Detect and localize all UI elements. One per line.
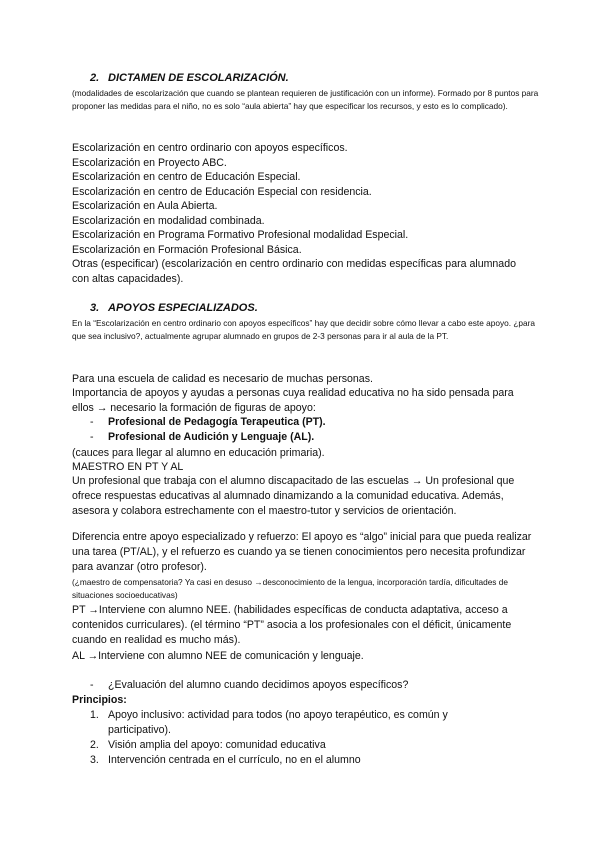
role-item-pt [90,416,326,428]
paragraph: AL →Interviene con alumno NEE de comunicación y lenguaje. [72,650,364,662]
section-3-title: APOYOS ESPECIALIZADOS. [108,302,258,314]
paragraph: MAESTRO EN PT Y AL [72,461,184,473]
dash-mark: - [90,416,94,428]
paragraph: Para una escuela de calidad es necesario de muchas personas. [72,373,373,385]
dash-mark: - [90,431,94,443]
question-text: ¿Evaluación del alumno cuando decidimos apoyos específicos? [108,679,409,691]
list-number: 2. [90,739,99,751]
section-2-heading [90,72,289,84]
paragraph: (cauces para llegar al alumno en educación primaria). [72,447,325,459]
section-3-heading [90,302,258,314]
list-item: Escolarización en centro ordinario con apoyos específicos. [72,142,348,154]
compensatory-note: (¿maestro de compensatoria? Ya casi en desuso →desconocimiento de la lengua, incorporación tardía, dificultades de situaciones socioeducativas) [72,577,508,600]
section-2-title: DICTAMEN DE ESCOLARIZACIÓN. [108,72,289,84]
section-2-number: 2. [90,72,100,84]
paragraph: Diferencia entre apoyo especializado y refuerzo: El apoyo es “algo” inicial para que pueda realizar una tarea (PT/AL), y el refuerzo es cuando ya se tienen conocimientos pero necesita profundizar para avanzar (otro profesor). [72,531,532,573]
list-item: Escolarización en centro de Educación Especial con residencia. [72,186,372,198]
list-item: Escolarización en Proyecto ABC. [72,157,227,169]
principles-list [90,708,510,768]
list-item: Escolarización en centro de Educación Especial. [72,171,301,183]
list-item: Escolarización en Aula Abierta. [72,200,218,212]
list-item [90,753,510,768]
section-3-note: En la “Escolarización en centro ordinario con apoyos específicos” hay que decidir sobre cómo llevar a cabo este apoyo. ¿para que sea inclusivo?, actualmente agrupar alumnado en grupos de 2-3 personas para ir al aula de la PT. [72,318,536,341]
section-3-number: 3. [90,302,100,314]
list-text: Intervención centrada en el currículo, no en el alumno [108,754,361,766]
role-label: Profesional de Pedagogía Terapeutica (PT). [108,416,326,428]
role-label: Profesional de Audición y Lenguaje (AL). [108,431,315,443]
list-item: Escolarización en modalidad combinada. [72,215,265,227]
dash-mark: - [90,679,94,691]
list-number: 3. [90,754,99,766]
principles-title: Principios: [72,694,127,706]
paragraph: Importancia de apoyos y ayudas a personas cuya realidad educativa no ha sido pensada para ellos → necesario la formación de figuras de apoyo: [72,387,514,414]
paragraph: PT →Interviene con alumno NEE. (habilidades específicas de conducta adaptativa, acceso a contenidos curriculares). (el término “PT” asocia a los profesionales con el déficit, únicamente cuando en realidad es mucho más). [72,604,512,646]
list-item [90,708,510,738]
list-item-other: Otras (especificar) (escolarización en centro ordinario con medidas específicas para alumnado con altas capacidades). [72,258,516,285]
list-item: Escolarización en Programa Formativo Profesional modalidad Especial. [72,229,409,241]
list-text: Apoyo inclusivo: actividad para todos (no apoyo terapéutico, es común y participativo). [108,709,448,736]
question-item [90,679,408,691]
list-item [90,738,510,753]
section-2-note: (modalidades de escolarización que cuando se plantean requieren de justificación con un informe). Formado por 8 puntos para proponer las medidas para el niño, no es solo “aula abierta” hay que especificar los recursos, y esto es lo complicado). [72,88,539,111]
role-item-al [90,431,314,443]
paragraph: Un profesional que trabaja con el alumno discapacitado de las escuelas → Un profesional que ofrece respuestas educativas al alumnado dinamizando a la comunidad educativa. Además, asesora y colabora estrechamente con el maestro-tutor y servicios de orientación. [72,475,515,517]
list-item: Escolarización en Formación Profesional Básica. [72,244,302,256]
list-text: Visión amplia del apoyo: comunidad educativa [108,739,326,751]
list-number: 1. [90,709,99,721]
